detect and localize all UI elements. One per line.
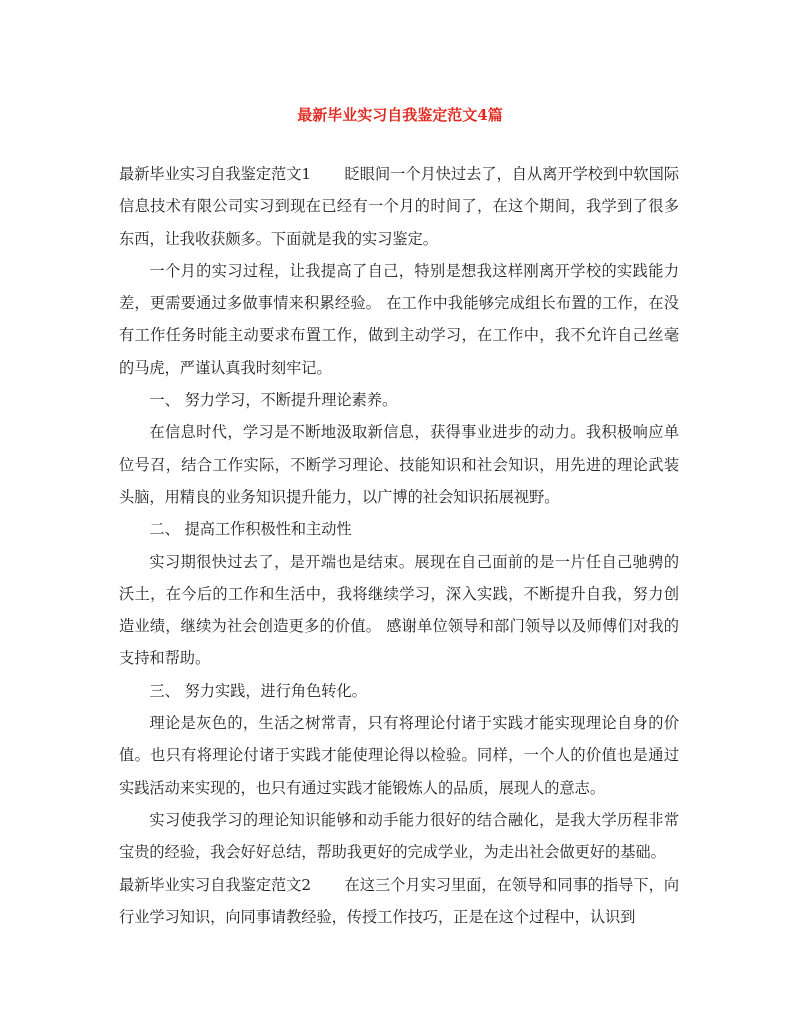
paragraph-2: 一个月的实习过程，让我提高了自己，特别是想我这样刚离开学校的实践能力差，更需要通过多做事情来积累经验。 在工作中我能够完成组长布置的工作，在没有工作任务时能主动要求布置工作，做到主动学习，在工作中，我不允许自己丝毫的马虎，严谨认真我时刻牢记。 — [119, 261, 679, 377]
paragraph-7-text: 在这三个月实习里面，在领导和同事的指导下，向行业学习知识，向同事请教经验，传授工作技巧，正是在这个过程中，认识到 — [119, 875, 680, 926]
subheading-1: 一、 努力学习，不断提升理论素养。 — [149, 391, 398, 410]
paragraph-6: 实习使我学习的理论知识能够和动手能力很好的结合融化，是我大学历程非常宝贵的经验，我会好好总结，帮助我更好的完成学业，为走出社会做更好的基础。 — [119, 810, 679, 862]
paragraph-1-text: 眨眼间一个月快过去了，自从离开学校到中软国际信息技术有限公司实习到现在已经有一个月的时间了，在这个期间，我学到了很多东西，让我收获颇多。下面就是我的实习鉴定。 — [119, 165, 680, 248]
paragraph-5: 理论是灰色的，生活之树常青，只有将理论付诸于实践才能实现理论自身的价值。也只有将理论付诸于实践才能使理论得以检验。同样，一个人的价值也是通过实践活动来实现的，也只有通过实践才能锻炼人的品质，展现人的意志。 — [119, 714, 679, 797]
paragraph-4: 实习期很快过去了，是开端也是结束。展现在自己面前的是一片任自己驰骋的沃土，在今后的工作和生活中，我将继续学习，深入实践，不断提升自我，努力创造业绩，继续为社会创造更多的价值。 感谢单位领导和部门领导以及师傅们对我的支持和帮助。 — [119, 552, 679, 668]
paragraph-7 — [119, 869, 679, 934]
subheading-3: 三、 努力实践，进行角色转化。 — [149, 681, 367, 700]
paragraph-1 — [119, 158, 679, 255]
document-body — [119, 158, 679, 933]
paragraph-3: 在信息时代，学习是不断地汲取新信息，获得事业进步的动力。我积极响应单位号召，结合工作实际，不断学习理论、技能知识和社会知识，用先进的理论武装头脑，用精良的业务知识提升能力，以广博的社会知识拓展视野。 — [119, 423, 679, 506]
subheading-2: 二、 提高工作积极性和主动性 — [149, 520, 352, 539]
section-heading-2: 最新毕业实习自我鉴定范文2 — [119, 875, 312, 894]
section-heading-1: 最新毕业实习自我鉴定范文1 — [119, 165, 312, 183]
document-title: 最新毕业实习自我鉴定范文4篇 — [297, 106, 503, 124]
